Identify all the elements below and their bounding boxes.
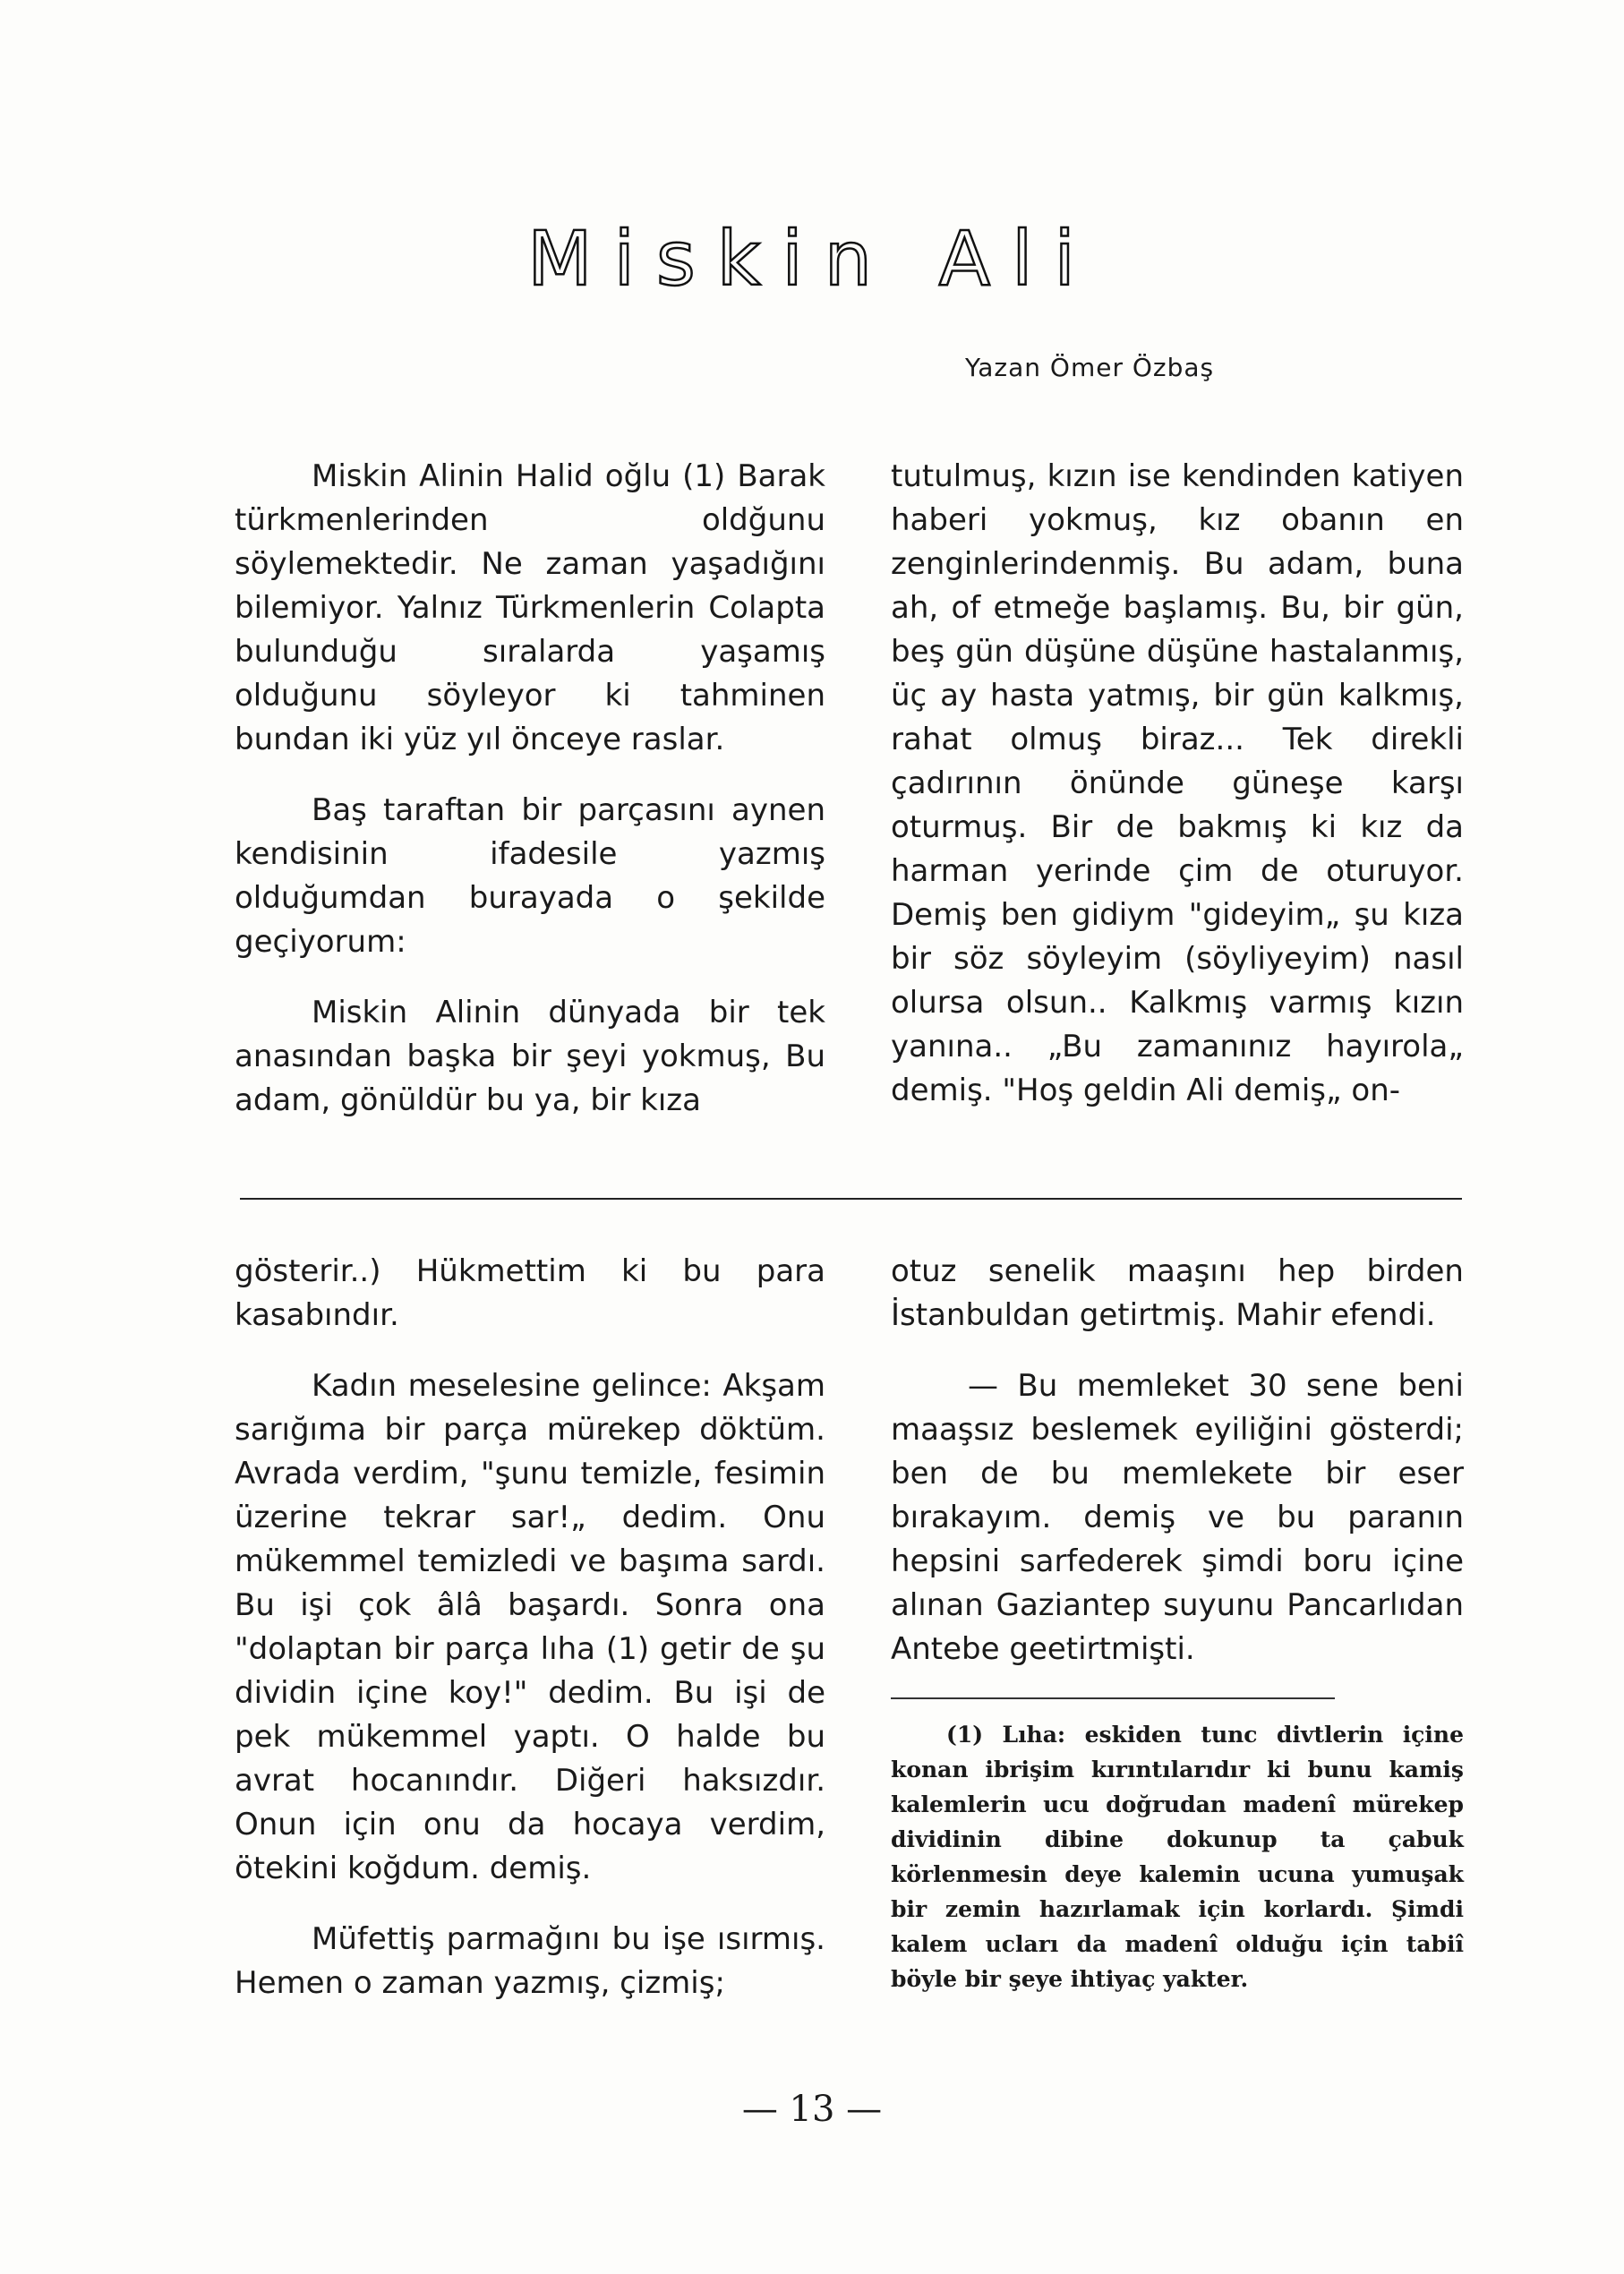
section-divider <box>240 1198 1462 1200</box>
page-number: — 13 — <box>741 2089 883 2130</box>
page-title: Miskin Ali <box>527 215 1097 303</box>
bottom-left-column <box>235 1250 825 2032</box>
paragraph: Kadın meselesine gelince: Akşam sarığıma bir parça mürekep döktüm. Avrada verdim, "şunu temizle, fesimin üzerine tekrar sar!„ dedim. Onu mükemmel temizledi ve başıma sardı. Bu işi çok âlâ başardı. Sonra ona "dolaptan bir parça lıha (1) getir de şu dividin içine koy!" dedim. Bu işi de pek mükemmel yaptı. O halde bu avrat hocanındır. Diğeri haksızdır. Onun için onu da hocaya verdim, ötekini koğdum. demiş. <box>235 1368 825 1886</box>
top-left-column <box>235 455 825 1150</box>
paragraph: — Bu memleket 30 sene beni maaşsız beslemek eyiliğini gösterdi; ben de bu memlekete bir eser bırakayım. demiş ve bu paranın hepsini sarfederek şimdi boru içine alınan Gaziantep suyunu Pancarlıdan Antebe geetirtmişti. <box>891 1368 1464 1667</box>
paragraph: Baş taraftan bir parçasını aynen kendisinin ifadesile yazmış olduğumdan burayada o şekilde geçiyorum: <box>235 792 825 960</box>
paragraph: Miskin Alinin Halid oğlu (1) Barak türkmenlerinden oldğunu söylemektedir. Ne zaman yaşadığını bilemiyor. Yalnız Türkmenlerin Colapta bulunduğu sıralarda yaşamış olduğunu söyleyor ki tahminen bundan iki yüz yıl önceye raslar. <box>235 458 825 757</box>
author-byline: Yazan Ömer Özbaş <box>965 353 1215 382</box>
paragraph: tutulmuş, kızın ise kendinden katiyen haberi yokmuş, kız obanın en zenginlerindenmiş. Bu adam, buna ah, of etmeğe başlamış. Bu, bir gün, beş gün düşüne düşüne hastalanmış, üç ay hasta yatmış, bir gün kalkmış, rahat olmuş biraz... Tek direkli çadırının önünde güneşe karşı oturmuş. Bir de bakmış ki kız da harman yerinde çim de oturuyor. Demiş ben gidiym "gideyim„ şu kıza bir söz söyleyim (söyliyeyim) nasıl olursa olsun.. Kalkmış varmış kızın yanına.. „Bu zamanınız hayırola„ demiş. "Hoş geldin Ali demiş„ on- <box>891 458 1464 1108</box>
footnote: (1) Lıha: eskiden tunc divtlerin içine konan ibrişim kırıntılarıdır ki bunu kamiş kalemlerin ucu doğrudan madenî mürekep dividinin dibine dokunup ta çabuk körlenmesin deye kalemin ucuna yumuşak bir zemin hazırlamak için korlardı. Şimdi kalem ucları da madenî olduğu için tabiî böyle bir şeye ihtiyaç yakter. <box>891 1722 1464 1992</box>
bottom-right-column <box>891 1250 1464 1698</box>
top-right-column <box>891 455 1464 1140</box>
paragraph: Müfettiş parmağını bu işe ısırmış. Hemen o zaman yazmış, çizmiş; <box>235 1921 825 2001</box>
footnote-divider <box>891 1697 1335 1699</box>
paragraph: Miskin Alinin dünyada bir tek anasından başka bir şeyi yokmuş, Bu adam, gönüldür bu ya, bir kıza <box>235 995 825 1118</box>
paragraph: gösterir..) Hükmettim ki bu para kasabındır. <box>235 1253 825 1333</box>
paragraph: otuz senelik maaşını hep birden İstanbuldan getirtmiş. Mahir efendi. <box>891 1253 1464 1333</box>
